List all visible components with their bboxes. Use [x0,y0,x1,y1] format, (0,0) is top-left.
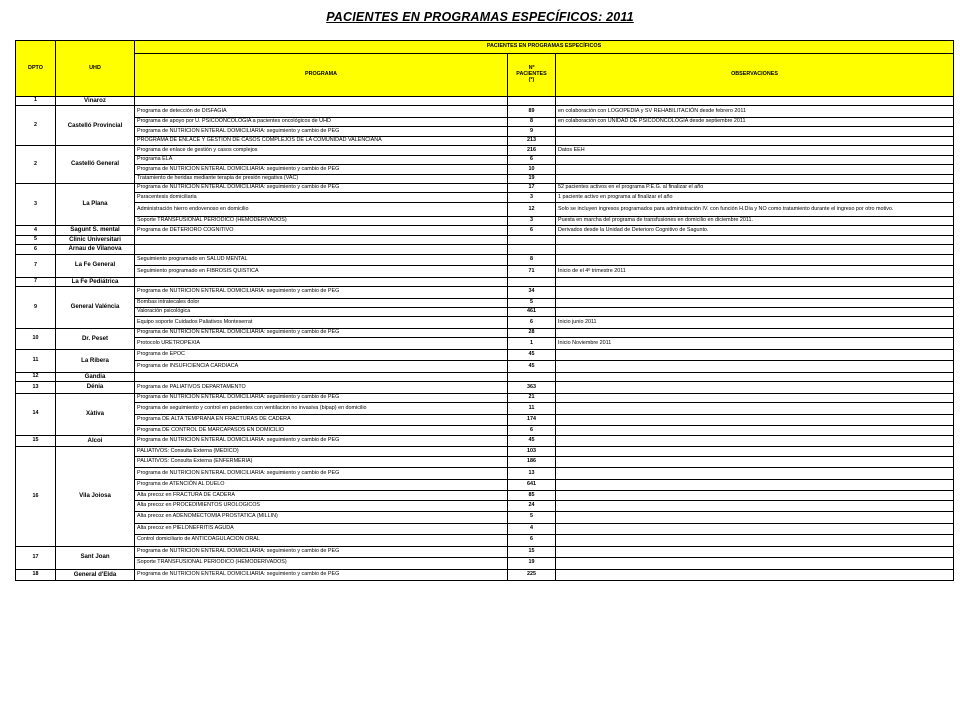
programa-cell: Valoración psicológica [135,308,508,317]
table-row [16,361,954,373]
pacientes-cell: 45 [508,435,556,447]
observaciones-cell: en colaboración con UNIDAD DE PSICOONCOLOGIA desde septiembre 2011 [556,117,954,126]
observaciones-cell: 52 pacientes activos en el programa P.E.G. al finalizar el año [556,184,954,193]
pacientes-cell: 8 [508,254,556,266]
pacientes-cell: 19 [508,558,556,570]
uhd-cell: Xàtiva [56,393,135,435]
programa-cell: Programa de NUTRICION ENTERAL DOMICILIARIA: seguimiento y cambio de PEG [135,127,508,136]
table-row [16,393,954,402]
dpto-cell: 9 [16,287,56,329]
table-row [16,317,954,329]
programa-cell: Seguimiento programado en SALUD MENTAL [135,254,508,266]
pacientes-cell: 8 [508,117,556,126]
pacientes-cell: 1 [508,338,556,350]
observaciones-cell [556,414,954,426]
table-row [16,468,954,480]
programa-cell: Control domiciliario de ANTICOAGULACION ORAL [135,535,508,547]
programa-cell: Alta precoz en ADENOMECTOMIA PROSTATICA (MILLIN) [135,512,508,524]
header-group: PACIENTES EN PROGRAMAS ESPECÍFICOS [135,41,954,54]
programa-cell: Equipo soporte Cuidados Paliativos Monteserrat [135,317,508,329]
table-row [16,266,954,278]
programa-cell: PALIATIVOS: Consulta Externa (ENFERMERIA) [135,456,508,468]
uhd-cell: Vila Joiosa [56,447,135,546]
header-pacientes-line1: Nº [528,65,535,72]
programa-cell: Programa de NUTRICION ENTERAL DOMICILIARIA: seguimiento y cambio de PEG [135,287,508,299]
observaciones-cell [556,328,954,337]
programa-cell: Programa de NUTRICION ENTERAL DOMICILIARIA: seguimiento y cambio de PEG [135,468,508,480]
table-row [16,558,954,570]
dpto-cell: 15 [16,435,56,447]
pacientes-cell: 5 [508,298,556,307]
dpto-cell: 18 [16,569,56,581]
table-row [16,491,954,500]
table-row [16,372,954,381]
table-row [16,500,954,512]
table-row [16,146,954,155]
table-row [16,165,954,174]
table-row [16,245,954,254]
pacientes-cell: 213 [508,136,556,145]
observaciones-cell [556,308,954,317]
table-row [16,569,954,581]
dpto-cell: 3 [16,184,56,226]
programa-cell: Programa DE CONTROL DE MARCAPASOS EN DOMICILIO [135,426,508,435]
observaciones-cell [556,512,954,524]
table-row [16,254,954,266]
programa-cell: Programa de NUTRICION ENTERAL DOMICILIARIA: seguimiento y cambio de PEG [135,184,508,193]
table-row [16,117,954,126]
header-pacientes-line3: (*) [528,76,535,83]
programa-cell: Programa de NUTRICION ENTERAL DOMICILIARIA: seguimiento y cambio de PEG [135,393,508,402]
programa-cell: Programa de INSUFICIENCIA CARDIACA [135,361,508,373]
pacientes-cell: 6 [508,317,556,329]
programa-cell: Programa de NUTRICION ENTERAL DOMICILIARIA: seguimiento y cambio de PEG [135,328,508,337]
dpto-cell: 5 [16,235,56,244]
pacientes-cell: 45 [508,361,556,373]
pacientes-cell [508,97,556,106]
pacientes-cell: 28 [508,328,556,337]
table-row [16,382,954,394]
observaciones-cell [556,165,954,174]
programa-cell: Seguimiento programado en FIBROSIS QUISTICA [135,266,508,278]
dpto-cell: 11 [16,349,56,372]
programa-cell: Programa de detección de DISFAGIA [135,106,508,118]
programa-cell: Alta precoz en PIELONEFRITIS AGUDA [135,523,508,535]
table-row [16,403,954,415]
observaciones-cell [556,491,954,500]
programa-cell: Soporte TRANSFUSIONAL PERIODICO (HEMODERIVADOS) [135,558,508,570]
pacientes-cell [508,245,556,254]
table-row [16,174,954,183]
observaciones-cell [556,393,954,402]
observaciones-cell [556,155,954,164]
pacientes-cell: 12 [508,202,556,216]
programa-cell: Programa de NUTRICION ENTERAL DOMICILIARIA: seguimiento y cambio de PEG [135,569,508,581]
uhd-cell: Alcoi [56,435,135,447]
uhd-cell: Sagunt S. mental [56,226,135,235]
pacientes-cell [508,372,556,381]
observaciones-cell [556,372,954,381]
observaciones-cell [556,254,954,266]
dpto-cell: 7 [16,277,56,286]
programa-cell: Programa de NUTRICION ENTERAL DOMICILIARIA: seguimiento y cambio de PEG [135,435,508,447]
pacientes-cell: 89 [508,106,556,118]
header-dpto: DPTO [16,41,56,97]
pacientes-cell: 19 [508,174,556,183]
dpto-cell: 17 [16,546,56,569]
programa-cell: Programa ELA [135,155,508,164]
pacientes-cell: 10 [508,165,556,174]
observaciones-cell [556,403,954,415]
pacientes-cell [508,235,556,244]
table-row [16,479,954,491]
observaciones-cell [556,569,954,581]
observaciones-cell [556,298,954,307]
table-row [16,426,954,435]
observaciones-cell [556,235,954,244]
uhd-cell: Clinic Universitari [56,235,135,244]
pacientes-cell: 461 [508,308,556,317]
pacientes-cell: 103 [508,447,556,456]
observaciones-cell: Inicio de el 4º trimestre 2011 [556,266,954,278]
observaciones-cell [556,277,954,286]
programa-cell: Alta precoz en FRACTURA DE CADERA [135,491,508,500]
programa-cell: PALIATIVOS: Consulta Externa (MEDICO) [135,447,508,456]
uhd-cell: Dénia [56,382,135,394]
table-row [16,414,954,426]
pacientes-cell: 6 [508,155,556,164]
uhd-cell: Arnau de Vilanova [56,245,135,254]
observaciones-cell: Derivados desde la Unidad de Deterioro Cognitivo de Sagunto. [556,226,954,235]
header-pacientes-line2: PACIENTES [516,71,547,78]
dpto-cell: 13 [16,382,56,394]
pacientes-cell: 9 [508,127,556,136]
uhd-cell: La Ribera [56,349,135,372]
table-row [16,287,954,299]
uhd-cell: Vinaroz [56,97,135,106]
programa-cell: Protocolo URETROPEXIA [135,338,508,350]
table-body [16,97,954,581]
table-row [16,226,954,235]
table-row [16,216,954,225]
pacientes-cell: 3 [508,193,556,202]
programa-cell: Administración hierro endovenoso en domicilio [135,202,508,216]
uhd-cell: Dr. Peset [56,328,135,349]
dpto-cell: 1 [16,97,56,106]
programa-cell: Programa de DETERIORO COGNITIVO [135,226,508,235]
table-row [16,184,954,193]
observaciones-cell: Puesta en marcha del programa de transfusiones en domicilio en diciembre 2011. [556,216,954,225]
dpto-cell: 10 [16,328,56,349]
observaciones-cell [556,361,954,373]
programa-cell: Programa DE ALTA TEMPRANA EN FRACTURAS DE CADERA [135,414,508,426]
dpto-cell: 6 [16,245,56,254]
dpto-cell: 14 [16,393,56,435]
table-row [16,328,954,337]
uhd-cell: Gandia [56,372,135,381]
pacientes-cell: 3 [508,216,556,225]
observaciones-cell [556,136,954,145]
dpto-cell: 2 [16,146,56,184]
pacientes-cell: 34 [508,287,556,299]
header-pacientes [508,54,556,97]
dpto-cell: 4 [16,226,56,235]
observaciones-cell [556,523,954,535]
observaciones-cell [556,558,954,570]
programa-cell: Soporte TRANSFUSIONAL PERIODICO (HEMODERIVADOS) [135,216,508,225]
uhd-cell: General Valéncia [56,287,135,329]
uhd-cell: Sant Joan [56,546,135,569]
observaciones-cell [556,349,954,361]
observaciones-cell [556,456,954,468]
table-row [16,97,954,106]
pacientes-cell: 4 [508,523,556,535]
observaciones-cell [556,174,954,183]
programa-cell: Programa de ATENCIÓN AL DUELO [135,479,508,491]
pacientes-cell: 641 [508,479,556,491]
programa-cell [135,277,508,286]
table-row [16,447,954,456]
dpto-cell: 7 [16,254,56,277]
observaciones-cell [556,426,954,435]
programa-cell: Programa de enlace de gestión y casos complejos [135,146,508,155]
observaciones-cell: en colaboración con LOGOPEDIA y SV REHABILITACIÓN desde febrero 2011 [556,106,954,118]
programa-cell: Bombas intratecales dolor [135,298,508,307]
observaciones-cell [556,468,954,480]
table-row [16,535,954,547]
dpto-cell: 16 [16,447,56,546]
table-row [16,523,954,535]
pacientes-cell: 45 [508,349,556,361]
table-row [16,456,954,468]
programa-cell: Programa de seguimiento y control en pacientes con ventilacion no invasiva (bipap) en domicilio [135,403,508,415]
pacientes-cell: 6 [508,226,556,235]
table-row [16,235,954,244]
observaciones-cell [556,245,954,254]
programa-cell [135,372,508,381]
pacientes-cell: 5 [508,512,556,524]
pacientes-cell: 15 [508,546,556,558]
observaciones-cell: Inicio Noviembre 2011 [556,338,954,350]
table-row [16,308,954,317]
table-row [16,546,954,558]
observaciones-cell [556,479,954,491]
observaciones-cell [556,546,954,558]
pacientes-cell: 11 [508,403,556,415]
programa-cell: Tratamiento de heridas mediante terapia de presión negativa (VAC) [135,174,508,183]
table-row [16,155,954,164]
programa-cell [135,245,508,254]
uhd-cell: La Fe General [56,254,135,277]
table-row [16,512,954,524]
pacientes-cell: 85 [508,491,556,500]
pacientes-cell: 13 [508,468,556,480]
uhd-cell: La Plana [56,184,135,226]
pacientes-cell: 186 [508,456,556,468]
pacientes-cell: 71 [508,266,556,278]
dpto-cell: 12 [16,372,56,381]
header-uhd: UHD [56,41,135,97]
programa-cell: Programa de EPOC [135,349,508,361]
header-programa: PROGRAMA [135,54,508,97]
observaciones-cell [556,382,954,394]
programa-cell: Programa de PALIATIVOS DEPARTAMENTO [135,382,508,394]
uhd-cell: La Fe Pediátrica [56,277,135,286]
observaciones-cell [556,435,954,447]
programa-cell: Programa de NUTRICION ENTERAL DOMICILIARIA: seguimiento y cambio de PEG [135,546,508,558]
table-row [16,435,954,447]
programa-cell: PROGRAMA DE ENLACE Y GESTION DE CASOS COMPLEJOS DE LA COMUNIDAD VALENCIANA [135,136,508,145]
uhd-cell: Castelló Provincial [56,106,135,146]
pacientes-cell: 6 [508,426,556,435]
pacientes-cell [508,277,556,286]
table-row [16,136,954,145]
pacientes-cell: 6 [508,535,556,547]
pacientes-cell: 17 [508,184,556,193]
observaciones-cell [556,287,954,299]
observaciones-cell [556,127,954,136]
table-row [16,298,954,307]
table-row [16,202,954,216]
observaciones-cell: Datos EEH [556,146,954,155]
programa-cell [135,97,508,106]
table-row [16,338,954,350]
observaciones-cell: 1 paciente activo en programa al finalizar el año [556,193,954,202]
pacientes-cell: 363 [508,382,556,394]
uhd-cell: Castelló General [56,146,135,184]
pacientes-cell: 21 [508,393,556,402]
table-row [16,277,954,286]
programs-table [15,40,954,581]
observaciones-cell: Solo se incluyen ingresos programados para administración IV. con función H.Día y NO como tratamiento durante el ingreso por otro motivo. [556,202,954,216]
header-observaciones: OBSERVACIONES [556,54,954,97]
observaciones-cell [556,447,954,456]
observaciones-cell [556,97,954,106]
table-row [16,193,954,202]
table-row [16,127,954,136]
pacientes-cell: 216 [508,146,556,155]
pacientes-cell: 174 [508,414,556,426]
table-row [16,106,954,118]
pacientes-cell: 24 [508,500,556,512]
pacientes-cell: 225 [508,569,556,581]
table-row [16,349,954,361]
page-title: PACIENTES EN PROGRAMAS ESPECÍFICOS: 2011 [326,10,634,24]
observaciones-cell: Inicio junio 2011 [556,317,954,329]
programa-cell: Paracentesis domiciliaria [135,193,508,202]
programa-cell [135,235,508,244]
observaciones-cell [556,500,954,512]
programa-cell: Programa de NUTRICION ENTERAL DOMICILIARIA: seguimiento y cambio de PEG [135,165,508,174]
dpto-cell: 2 [16,106,56,146]
observaciones-cell [556,535,954,547]
uhd-cell: General d'Elda [56,569,135,581]
programa-cell: Programa de apoyo por U. PSICOONCOLOGIA a pacientes oncológicos de UHD [135,117,508,126]
programa-cell: Alta precoz en PROCEDIMIENTOS UROLOGICOS [135,500,508,512]
